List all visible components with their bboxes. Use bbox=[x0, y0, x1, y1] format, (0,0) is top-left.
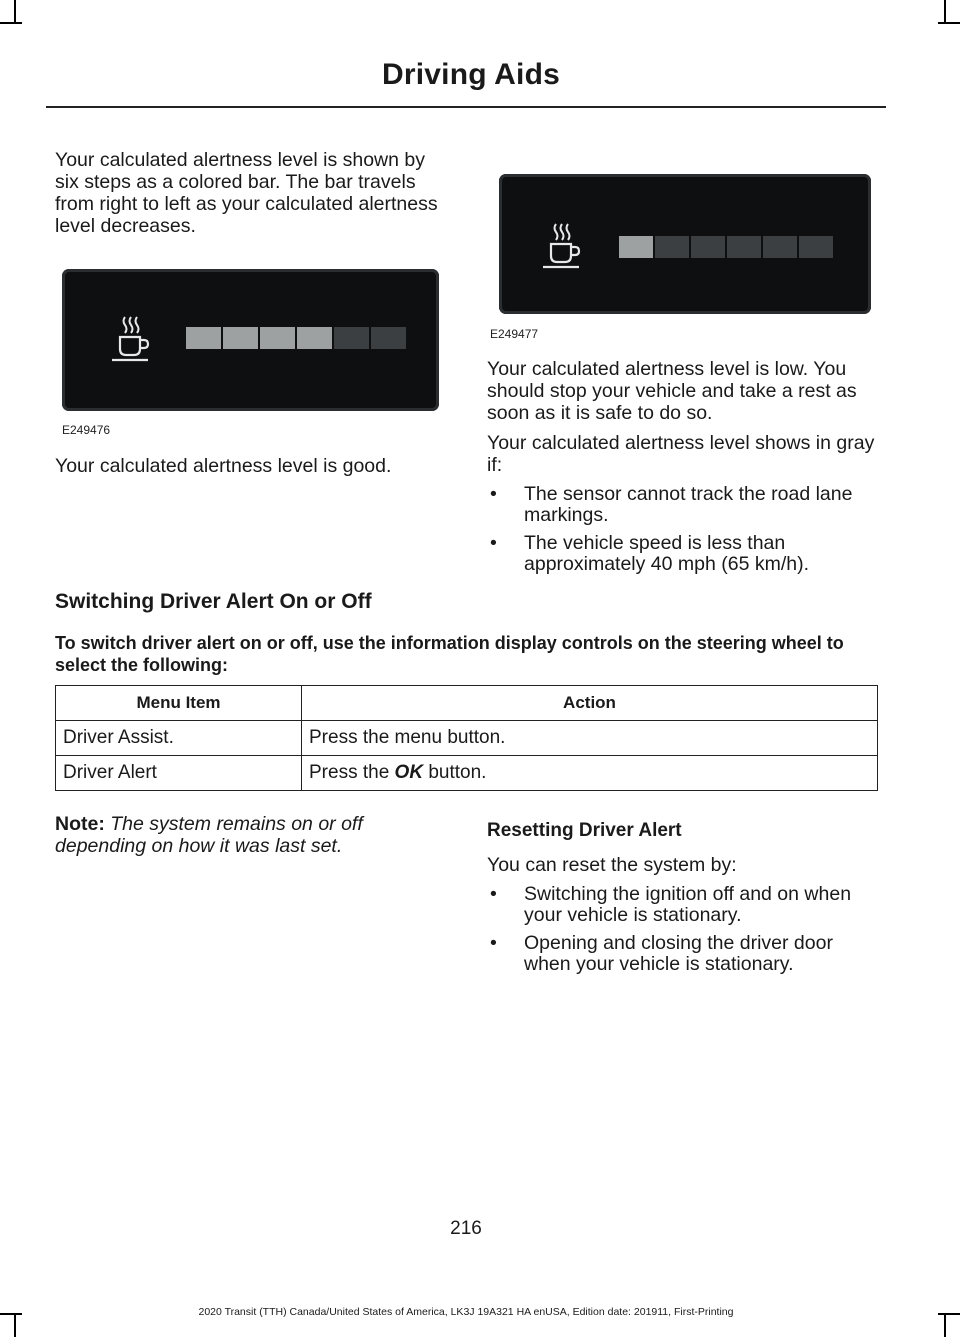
menu-item-cell: Driver Alert bbox=[56, 756, 302, 791]
alertness-low-text: Your calculated alertness level is low. You should stop your vehicle and take a rest as soon as it is safe to do so. bbox=[487, 358, 857, 424]
alertness-step bbox=[297, 327, 332, 349]
menu-item-cell: Driver Assist. bbox=[56, 721, 302, 756]
action-cell bbox=[302, 756, 878, 791]
bullet-text: markings. bbox=[524, 504, 609, 526]
page-number: 216 bbox=[450, 1218, 482, 1239]
alertness-step bbox=[371, 327, 406, 349]
table-header-row bbox=[56, 686, 878, 721]
alertness-display-good bbox=[62, 269, 439, 411]
bullet-dot: • bbox=[490, 883, 497, 905]
header-divider bbox=[46, 106, 886, 108]
bullet-text: approximately 40 mph (65 km/h). bbox=[524, 553, 810, 575]
section-heading: Switching Driver Alert On or Off bbox=[55, 590, 372, 613]
note-label: Note: bbox=[55, 813, 105, 835]
note-text: The system remains on or off depending on how it was last set. bbox=[55, 813, 363, 857]
crop-mark bbox=[944, 0, 946, 22]
crop-mark bbox=[0, 22, 22, 24]
alertness-step bbox=[763, 236, 797, 258]
bullet-text: your vehicle is stationary. bbox=[524, 904, 742, 926]
gray-intro: Your calculated alertness level shows in gray if: bbox=[487, 432, 875, 476]
reset-heading: Resetting Driver Alert bbox=[487, 820, 682, 841]
list-item bbox=[490, 532, 885, 578]
figure-code: E249477 bbox=[490, 327, 539, 341]
alertness-step bbox=[223, 327, 258, 349]
crop-mark bbox=[14, 1315, 16, 1337]
crop-mark bbox=[938, 22, 960, 24]
coffee-cup-icon bbox=[108, 315, 154, 363]
section-instruction: To switch driver alert on or off, use the information display controls on the steering wheel to select the following: bbox=[55, 633, 844, 675]
bullet-text: The vehicle speed is less than bbox=[524, 532, 786, 554]
alertness-intro: Your calculated alertness level is shown by six steps as a colored bar. The bar travels from right to left as your calculated alertness level decreases. bbox=[55, 149, 438, 237]
bullet-text: when your vehicle is stationary. bbox=[524, 953, 794, 975]
figure-code: E249476 bbox=[62, 423, 111, 437]
bullet-text: The sensor cannot track the road lane bbox=[524, 483, 853, 505]
column-header: Action bbox=[302, 686, 878, 721]
table-row bbox=[56, 756, 878, 791]
alertness-step bbox=[691, 236, 725, 258]
alertness-bar bbox=[619, 236, 833, 258]
column-header: Menu Item bbox=[56, 686, 302, 721]
list-item bbox=[490, 932, 885, 978]
bullet-dot: • bbox=[490, 932, 497, 954]
bullet-dot: • bbox=[490, 483, 497, 505]
coffee-cup-icon bbox=[539, 222, 585, 270]
alertness-step bbox=[619, 236, 653, 258]
crop-mark bbox=[938, 1313, 960, 1315]
action-text: button. bbox=[423, 762, 487, 783]
action-text: Press the menu button. bbox=[309, 727, 506, 748]
alertness-step bbox=[186, 327, 221, 349]
alertness-good-caption: Your calculated alertness level is good. bbox=[55, 455, 392, 477]
crop-mark bbox=[944, 1315, 946, 1337]
alertness-display-low bbox=[499, 174, 871, 314]
alertness-step bbox=[334, 327, 369, 349]
bullet-text: Opening and closing the driver door bbox=[524, 932, 833, 954]
alertness-bar bbox=[186, 327, 406, 349]
page-title: Driving Aids bbox=[382, 58, 560, 91]
bullet-dot: • bbox=[490, 532, 497, 554]
reset-intro: You can reset the system by: bbox=[487, 854, 737, 876]
alertness-step bbox=[799, 236, 833, 258]
bullet-text: Switching the ignition off and on when bbox=[524, 883, 852, 905]
ok-label: OK bbox=[394, 762, 424, 783]
list-item bbox=[490, 883, 885, 929]
alertness-step bbox=[727, 236, 761, 258]
crop-mark bbox=[14, 0, 16, 22]
edition-footer: 2020 Transit (TTH) Canada/United States of America, LK3J 19A321 HA enUSA, Edition date: 201911, First-Printing bbox=[198, 1306, 734, 1318]
alertness-step bbox=[260, 327, 295, 349]
table-row bbox=[56, 721, 878, 756]
alertness-step bbox=[655, 236, 689, 258]
menu-table bbox=[55, 685, 878, 791]
action-text: Press the bbox=[309, 762, 395, 783]
note bbox=[55, 813, 450, 857]
action-cell bbox=[302, 721, 878, 756]
list-item bbox=[490, 483, 885, 529]
